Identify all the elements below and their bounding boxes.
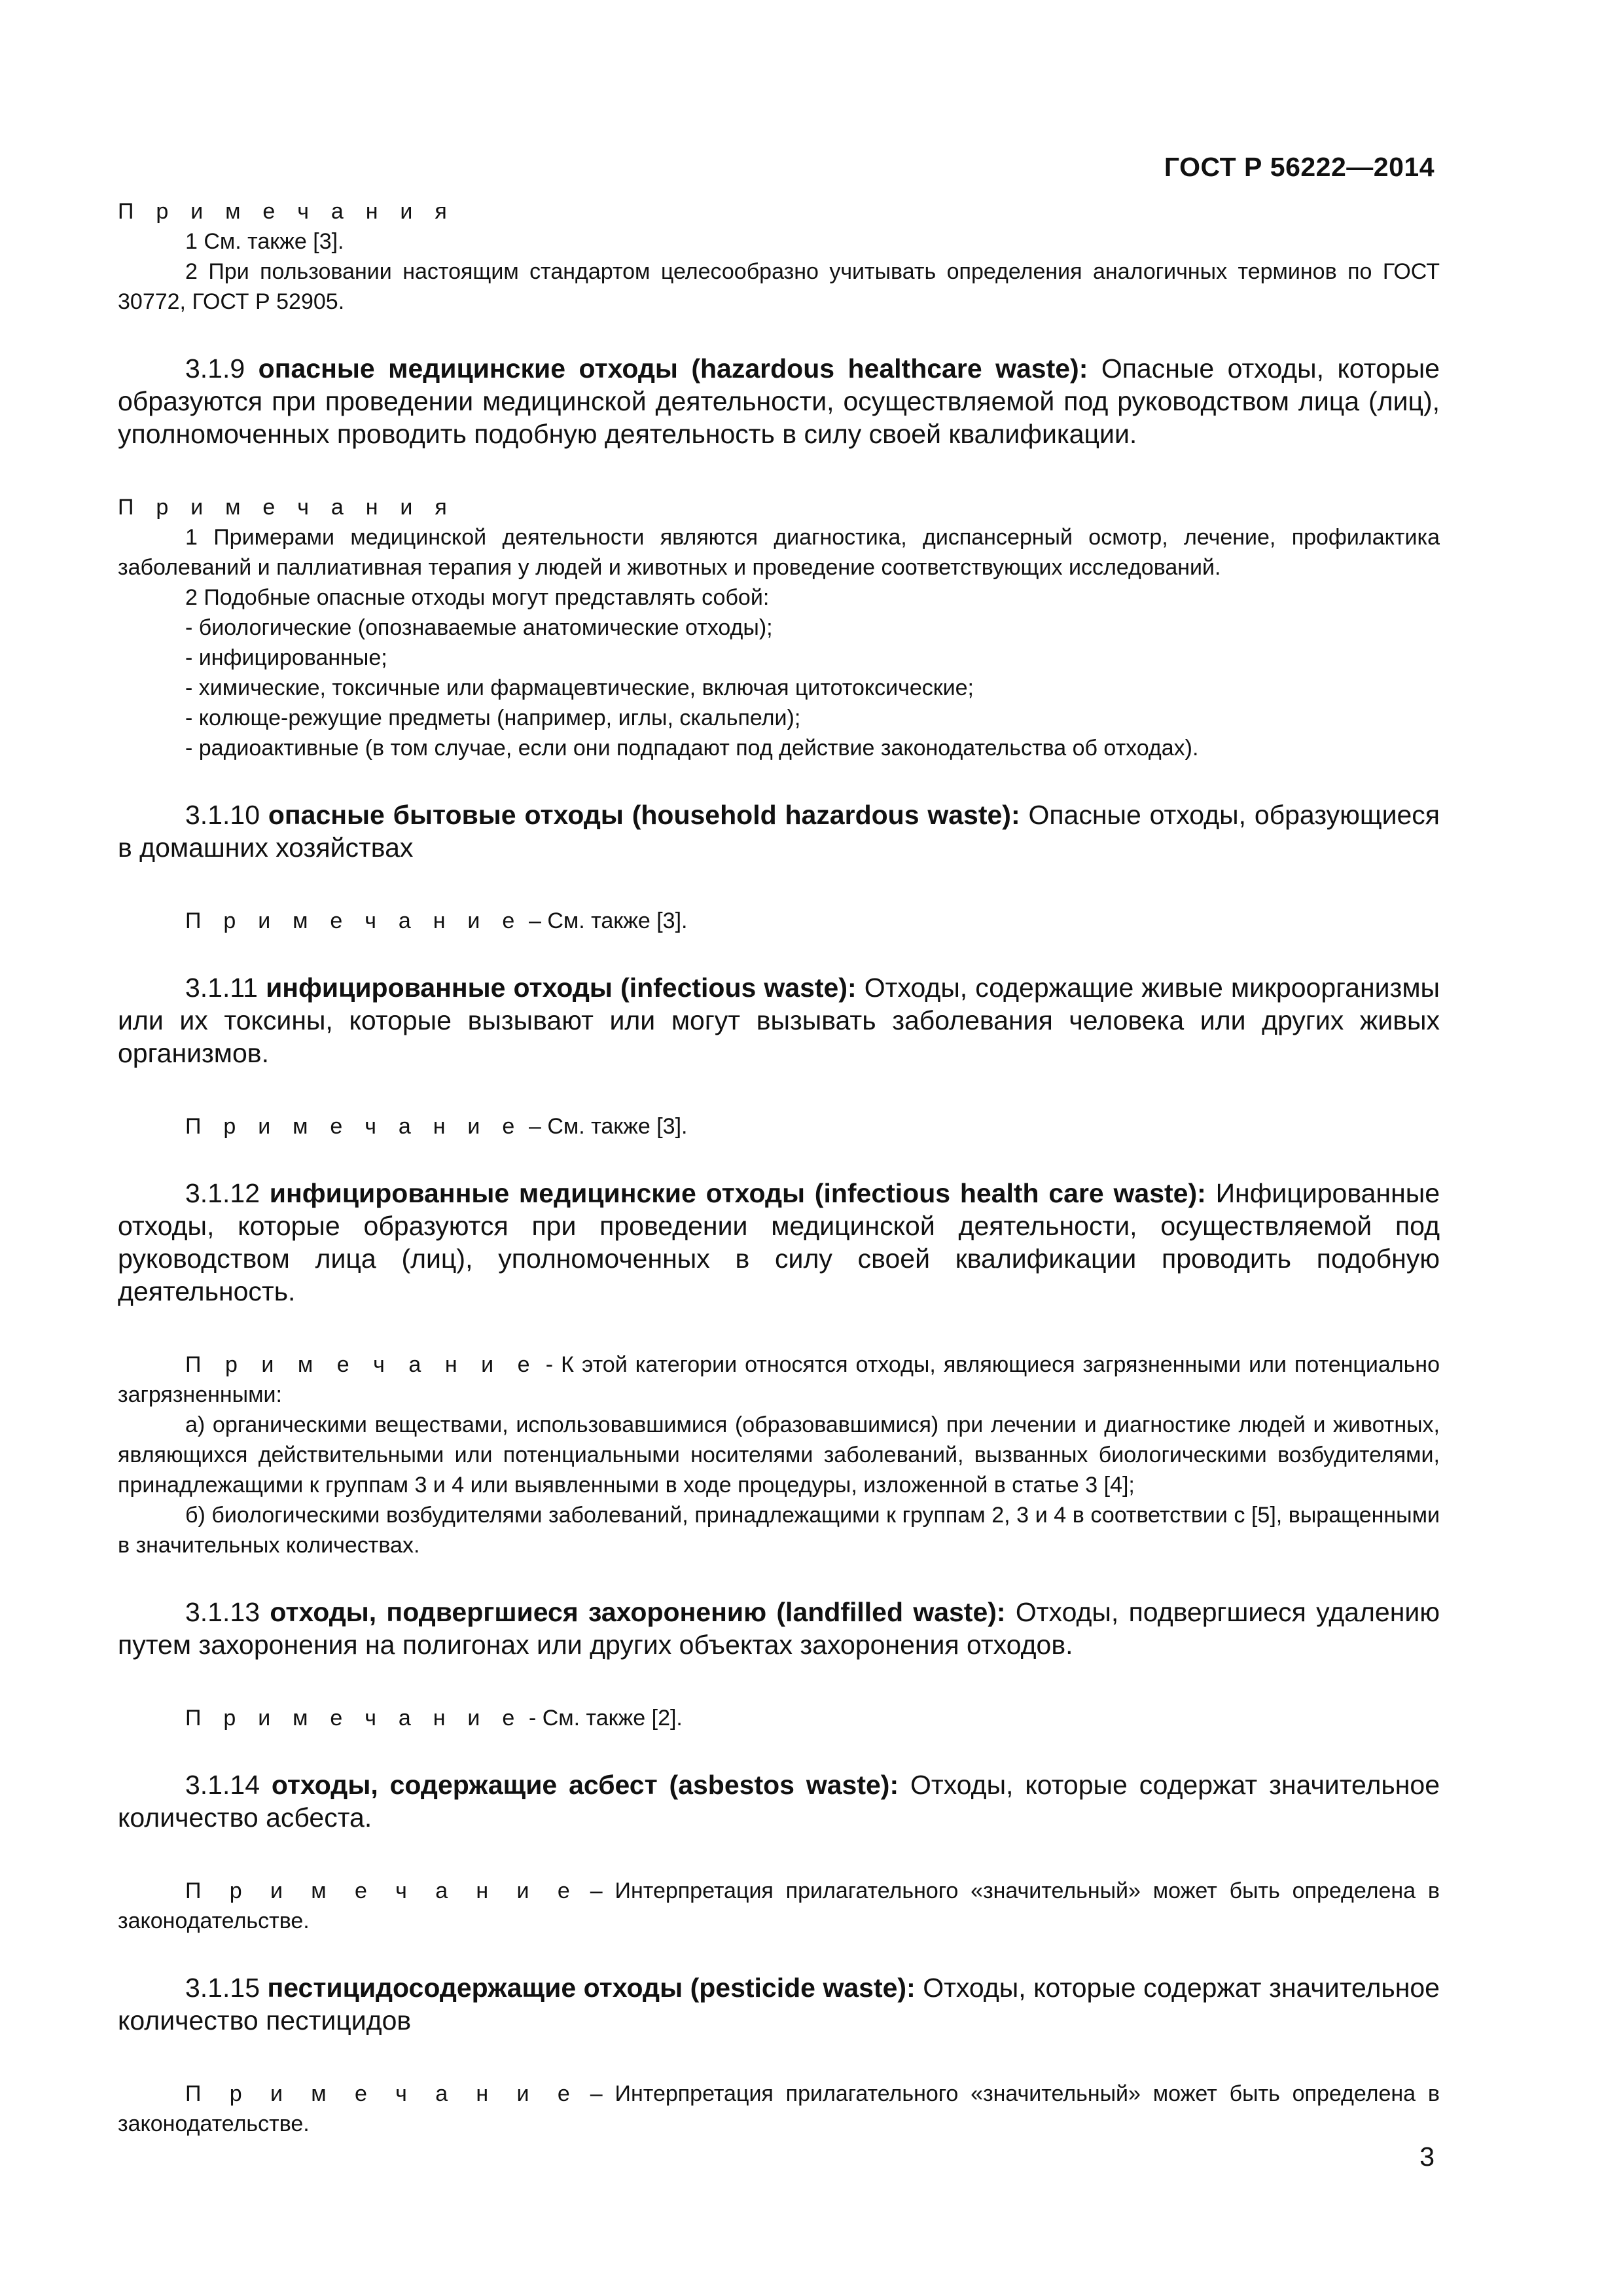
note-line: - инфицированные; (185, 645, 387, 670)
note-text: См. также [3]. (547, 908, 688, 933)
term-name: опасные бытовые отходы (household hazardous waste): (268, 800, 1020, 830)
term-definition (118, 1971, 1440, 2037)
term-text: Инфицированные отходы, которые образуются при проведении медицинской деятельности, осуществляемой под руководством лица (лиц), уполномоченных в силу своей квалификации проводить подобную деятельность. (118, 1178, 1440, 1306)
note-line: - химические, токсичные или фармацевтические, включая цитотоксические; (185, 675, 974, 700)
note-block (118, 196, 1440, 317)
standard-designation: ГОСТ Р 56222—2014 (1164, 152, 1435, 182)
note-label: П р и м е ч а н и е (185, 1878, 578, 1903)
term-name: отходы, содержащие асбест (asbestos waste): (271, 1770, 899, 1800)
note-line: - радиоактивные (в том случае, если они подпадают под действие законодательства об отходах). (185, 736, 1199, 761)
note-text: См. также [2]. (542, 1706, 683, 1731)
term-text: Отходы, подвергшиеся удалению путем захоронения на полигонах или других объектах захоронения отходов. (118, 1597, 1440, 1660)
term-number: 3.1.14 (185, 1770, 260, 1800)
term-text: Опасные отходы, которые образуются при проведении медицинской деятельности, осуществляемой под руководством лица (лиц), уполномоченных проводить подобную деятельность в силу своей квалификации. (118, 353, 1440, 449)
note-line: а) органическими веществами, использовавшимися (образовавшимися) при лечении и диагностике людей и животных, являющихся действительными или потенциальными носителями заболеваний, вызванных биологическими возбудителями, принадлежащими к группам 3 и 4 или выявленными в ходе процедуры, изложенной в статье 3 [4]; (118, 1412, 1440, 1498)
page-number: 3 (1419, 2142, 1435, 2172)
note-line: - колюще-режущие предметы (например, иглы, скальпели); (185, 706, 801, 730)
note-label: П р и м е ч а н и е (185, 908, 523, 933)
note-text: Интерпретация прилагательного «значительный» может быть определена в законодательстве. (118, 2081, 1440, 2136)
note-separator: – (577, 1878, 615, 1903)
note-block (118, 492, 1440, 763)
note-separator: – (522, 908, 548, 933)
term-number: 3.1.10 (185, 800, 260, 830)
note-separator: – (577, 2081, 615, 2106)
term-name: отходы, подвергшиеся захоронению (landfilled waste): (270, 1597, 1006, 1627)
note-line: 2 При пользовании настоящим стандартом целесообразно учитывать определения аналогичных терминов по ГОСТ 30772, ГОСТ Р 52905. (118, 259, 1440, 314)
term-definition (118, 1596, 1440, 1661)
note-line: 1 Примерами медицинской деятельности являются диагностика, диспансерный осмотр, лечение, профилактика заболеваний и паллиативная терапия у людей и животных и проведение соответствующих исследований. (118, 525, 1440, 580)
note-label: П р и м е ч а н и е (185, 1114, 523, 1139)
note-label: П р и м е ч а н и е (185, 2081, 578, 2106)
note-label: П р и м е ч а н и е (185, 1706, 523, 1731)
note-text: См. также [3]. (547, 1114, 688, 1139)
note-block (118, 1111, 1440, 1141)
term-name: инфицированные медицинские отходы (infectious health care waste): (269, 1178, 1206, 1208)
note-block (118, 1876, 1440, 1936)
term-number: 3.1.11 (185, 973, 258, 1003)
note-line: - биологические (опознаваемые анатомические отходы); (185, 615, 773, 640)
term-name: инфицированные отходы (infectious waste): (266, 973, 857, 1003)
note-line: б) биологическими возбудителями заболеваний, принадлежащими к группам 2, 3 и 4 в соответствии с [5], выращенными в значительных количествах. (118, 1503, 1440, 1558)
note-text: Интерпретация прилагательного «значительный» может быть определена в законодательстве. (118, 1878, 1440, 1933)
term-definition (118, 1177, 1440, 1308)
term-name: пестицидосодержащие отходы (pesticide waste): (267, 1973, 916, 2003)
note-block (118, 2079, 1440, 2139)
note-text: К этой категории относятся отходы, являющиеся загрязненными или потенциально загрязненными: (118, 1352, 1440, 1407)
term-number: 3.1.15 (185, 1973, 260, 2003)
note-separator: – (522, 1114, 548, 1139)
term-number: 3.1.9 (185, 353, 245, 384)
term-name: опасные медицинские отходы (hazardous healthcare waste): (258, 353, 1088, 384)
note-line: 2 Подобные опасные отходы могут представлять собой: (185, 585, 770, 610)
term-definition (118, 352, 1440, 450)
note-label: П р и м е ч а н и е (185, 1352, 538, 1377)
term-definition (118, 971, 1440, 1069)
note-label: П р и м е ч а н и я (118, 495, 455, 520)
note-separator: - (537, 1352, 562, 1377)
term-number: 3.1.12 (185, 1178, 260, 1208)
note-block (118, 906, 1440, 936)
term-number: 3.1.13 (185, 1597, 260, 1627)
note-label: П р и м е ч а н и я (118, 199, 455, 224)
note-block (118, 1703, 1440, 1733)
term-text: Отходы, содержащие живые микроорганизмы или их токсины, которые вызывают или могут вызывать заболевания человека или других живых организмов. (118, 973, 1440, 1068)
term-text: Опасные отходы, образующиеся в домашних хозяйствах (118, 800, 1440, 863)
document-body (118, 196, 1440, 2174)
note-separator: - (522, 1706, 543, 1731)
term-text: Отходы, которые содержат значительное количество асбеста. (118, 1770, 1440, 1833)
term-definition (118, 1768, 1440, 1834)
note-block (118, 1350, 1440, 1560)
term-text: Отходы, которые содержат значительное количество пестицидов (118, 1973, 1440, 2036)
term-definition (118, 798, 1440, 864)
note-line: 1 См. также [3]. (185, 229, 344, 254)
